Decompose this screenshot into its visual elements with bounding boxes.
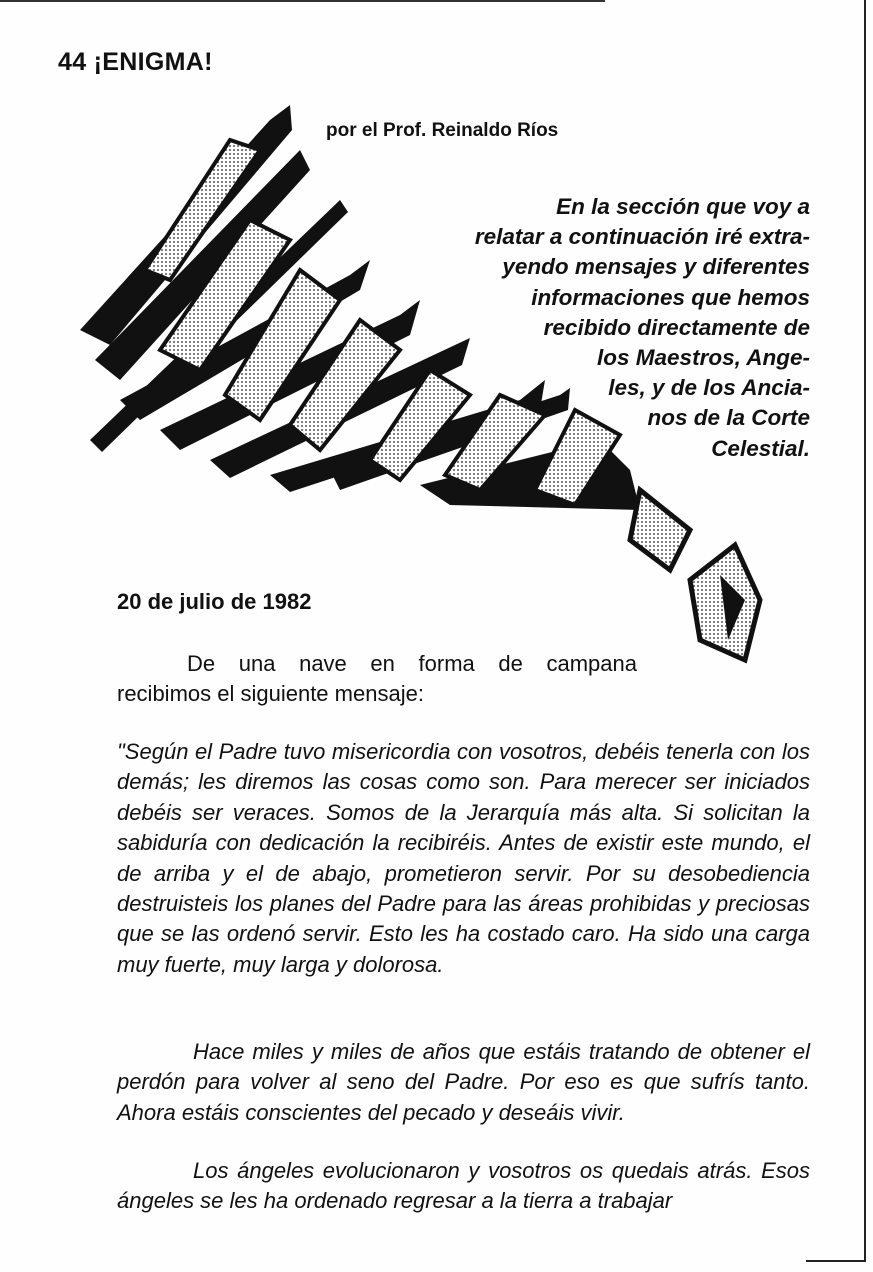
- paragraph-line: De una nave en forma de campana: [187, 651, 637, 676]
- intro-line: los Maestros, Ange-: [597, 345, 810, 371]
- intro-line: informaciones que hemos: [531, 284, 810, 310]
- paragraph-line: recibimos el siguiente mensaje:: [117, 681, 424, 707]
- quote-paragraph: Hace miles y miles de años que estáis tratando de obtener el perdón para volver al seno del Padre. Por eso es que sufrís tanto. Ahora estáis conscientes del pecado y deseáis vivir.: [117, 1039, 810, 1125]
- intro-line: En la sección que voy a: [556, 194, 810, 219]
- paragraph-intro: [117, 649, 810, 710]
- quote-paragraph: Los ángeles evolucionaron y vosotros os quedais atrás. Esos ángeles se les ha ordenado regresar a la tierra a trabajar: [117, 1158, 810, 1214]
- intro-text: [440, 192, 810, 464]
- quote-paragraph: "Según el Padre tuvo misericordia con vosotros, debéis tenerla con los demás; les diremos las cosas como son. Para merecer ser iniciados debéis ser veraces. Somos de la Jerarquía más alta. Si solicitan la sabiduría con dedicación la recibiréis. Antes de existir este mundo, el de arriba y el de abajo, prometieron servir. Por su desobediencia destruisteis los planes del Padre para las áreas prohibidas y preciosas que se las ordenó servir. Esto les ha costado caro. Ha sido una carga muy fuerte, muy larga y dolorosa.: [117, 739, 810, 977]
- intro-line: relatar a continuación iré extra-: [474, 224, 810, 250]
- page-number: 44: [58, 48, 87, 76]
- bottom-rule: [806, 1260, 866, 1262]
- intro-line: yendo mensajes y diferentes: [502, 254, 810, 280]
- byline: por el Prof. Reinaldo Ríos: [326, 120, 559, 141]
- intro-line: Celestial.: [711, 435, 810, 461]
- entry-date: 20 de julio de 1982: [117, 589, 312, 614]
- intro-line: recibido directamente de: [543, 314, 810, 340]
- intro-line: les, y de los Ancia-: [608, 375, 810, 401]
- magazine-name: ¡ENIGMA!: [93, 48, 213, 76]
- intro-line: nos de la Corte: [647, 405, 810, 431]
